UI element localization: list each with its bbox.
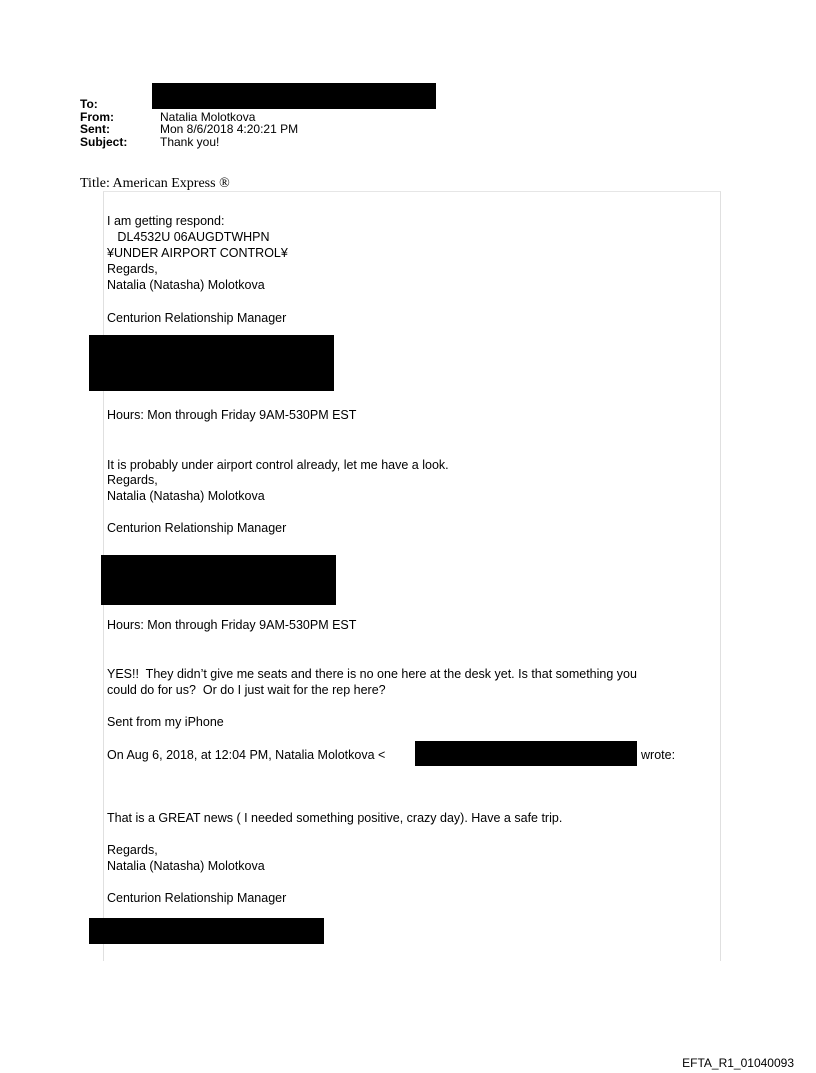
sent-row xyxy=(80,123,298,136)
signature-title: Centurion Relationship Manager xyxy=(107,521,287,535)
quote-intro: On Aug 6, 2018, at 12:04 PM, Natalia Molotkova < xyxy=(107,748,386,762)
body-line: Regards, xyxy=(107,843,158,857)
document-id: EFTA_R1_01040093 xyxy=(682,1056,794,1070)
body-line: could do for us? Or do I just wait for the rep here? xyxy=(107,683,386,697)
body-line: Regards, xyxy=(107,262,158,276)
signature-name: Natalia (Natasha) Molotkova xyxy=(107,489,265,503)
from-value: Natalia Molotkova xyxy=(160,109,256,124)
hours-line: Hours: Mon through Friday 9AM-530PM EST xyxy=(107,408,357,422)
to-label: To: xyxy=(80,97,98,111)
redaction-signature-1 xyxy=(89,335,334,391)
sent-from-line: Sent from my iPhone xyxy=(107,715,224,729)
sent-value: Mon 8/6/2018 4:20:21 PM xyxy=(160,122,299,136)
body-line: Regards, xyxy=(107,473,158,487)
redaction-email xyxy=(415,741,637,766)
redaction-to xyxy=(152,83,436,109)
signature-title: Centurion Relationship Manager xyxy=(107,311,287,325)
quote-intro-wrote: wrote: xyxy=(641,748,676,762)
hours-line: Hours: Mon through Friday 9AM-530PM EST xyxy=(107,618,357,632)
signature-name: Natalia (Natasha) Molotkova xyxy=(107,859,265,873)
from-label: From: xyxy=(80,109,114,124)
redaction-signature-2 xyxy=(101,555,336,605)
subject-row xyxy=(80,136,298,149)
body-line: DL4532U 06AUGDTWHPN xyxy=(107,230,270,244)
body-line: YES!! They didn’t give me seats and there is no one here at the desk yet. Is that something you xyxy=(107,667,637,681)
subject-label: Subject: xyxy=(80,134,128,149)
title-line: Title: American Express ® xyxy=(80,176,230,191)
body-line: I am getting respond: xyxy=(107,214,225,228)
body-line: That is a GREAT news ( I needed something positive, crazy day). Have a safe trip. xyxy=(107,811,563,825)
redaction-signature-3 xyxy=(89,918,324,944)
sent-label: Sent: xyxy=(80,122,110,136)
subject-value: Thank you! xyxy=(160,134,220,149)
signature-title: Centurion Relationship Manager xyxy=(107,891,287,905)
body-line: ¥UNDER AIRPORT CONTROL¥ xyxy=(107,246,288,260)
signature-name: Natalia (Natasha) Molotkova xyxy=(107,278,265,292)
body-line: It is probably under airport control already, let me have a look. xyxy=(107,458,449,472)
